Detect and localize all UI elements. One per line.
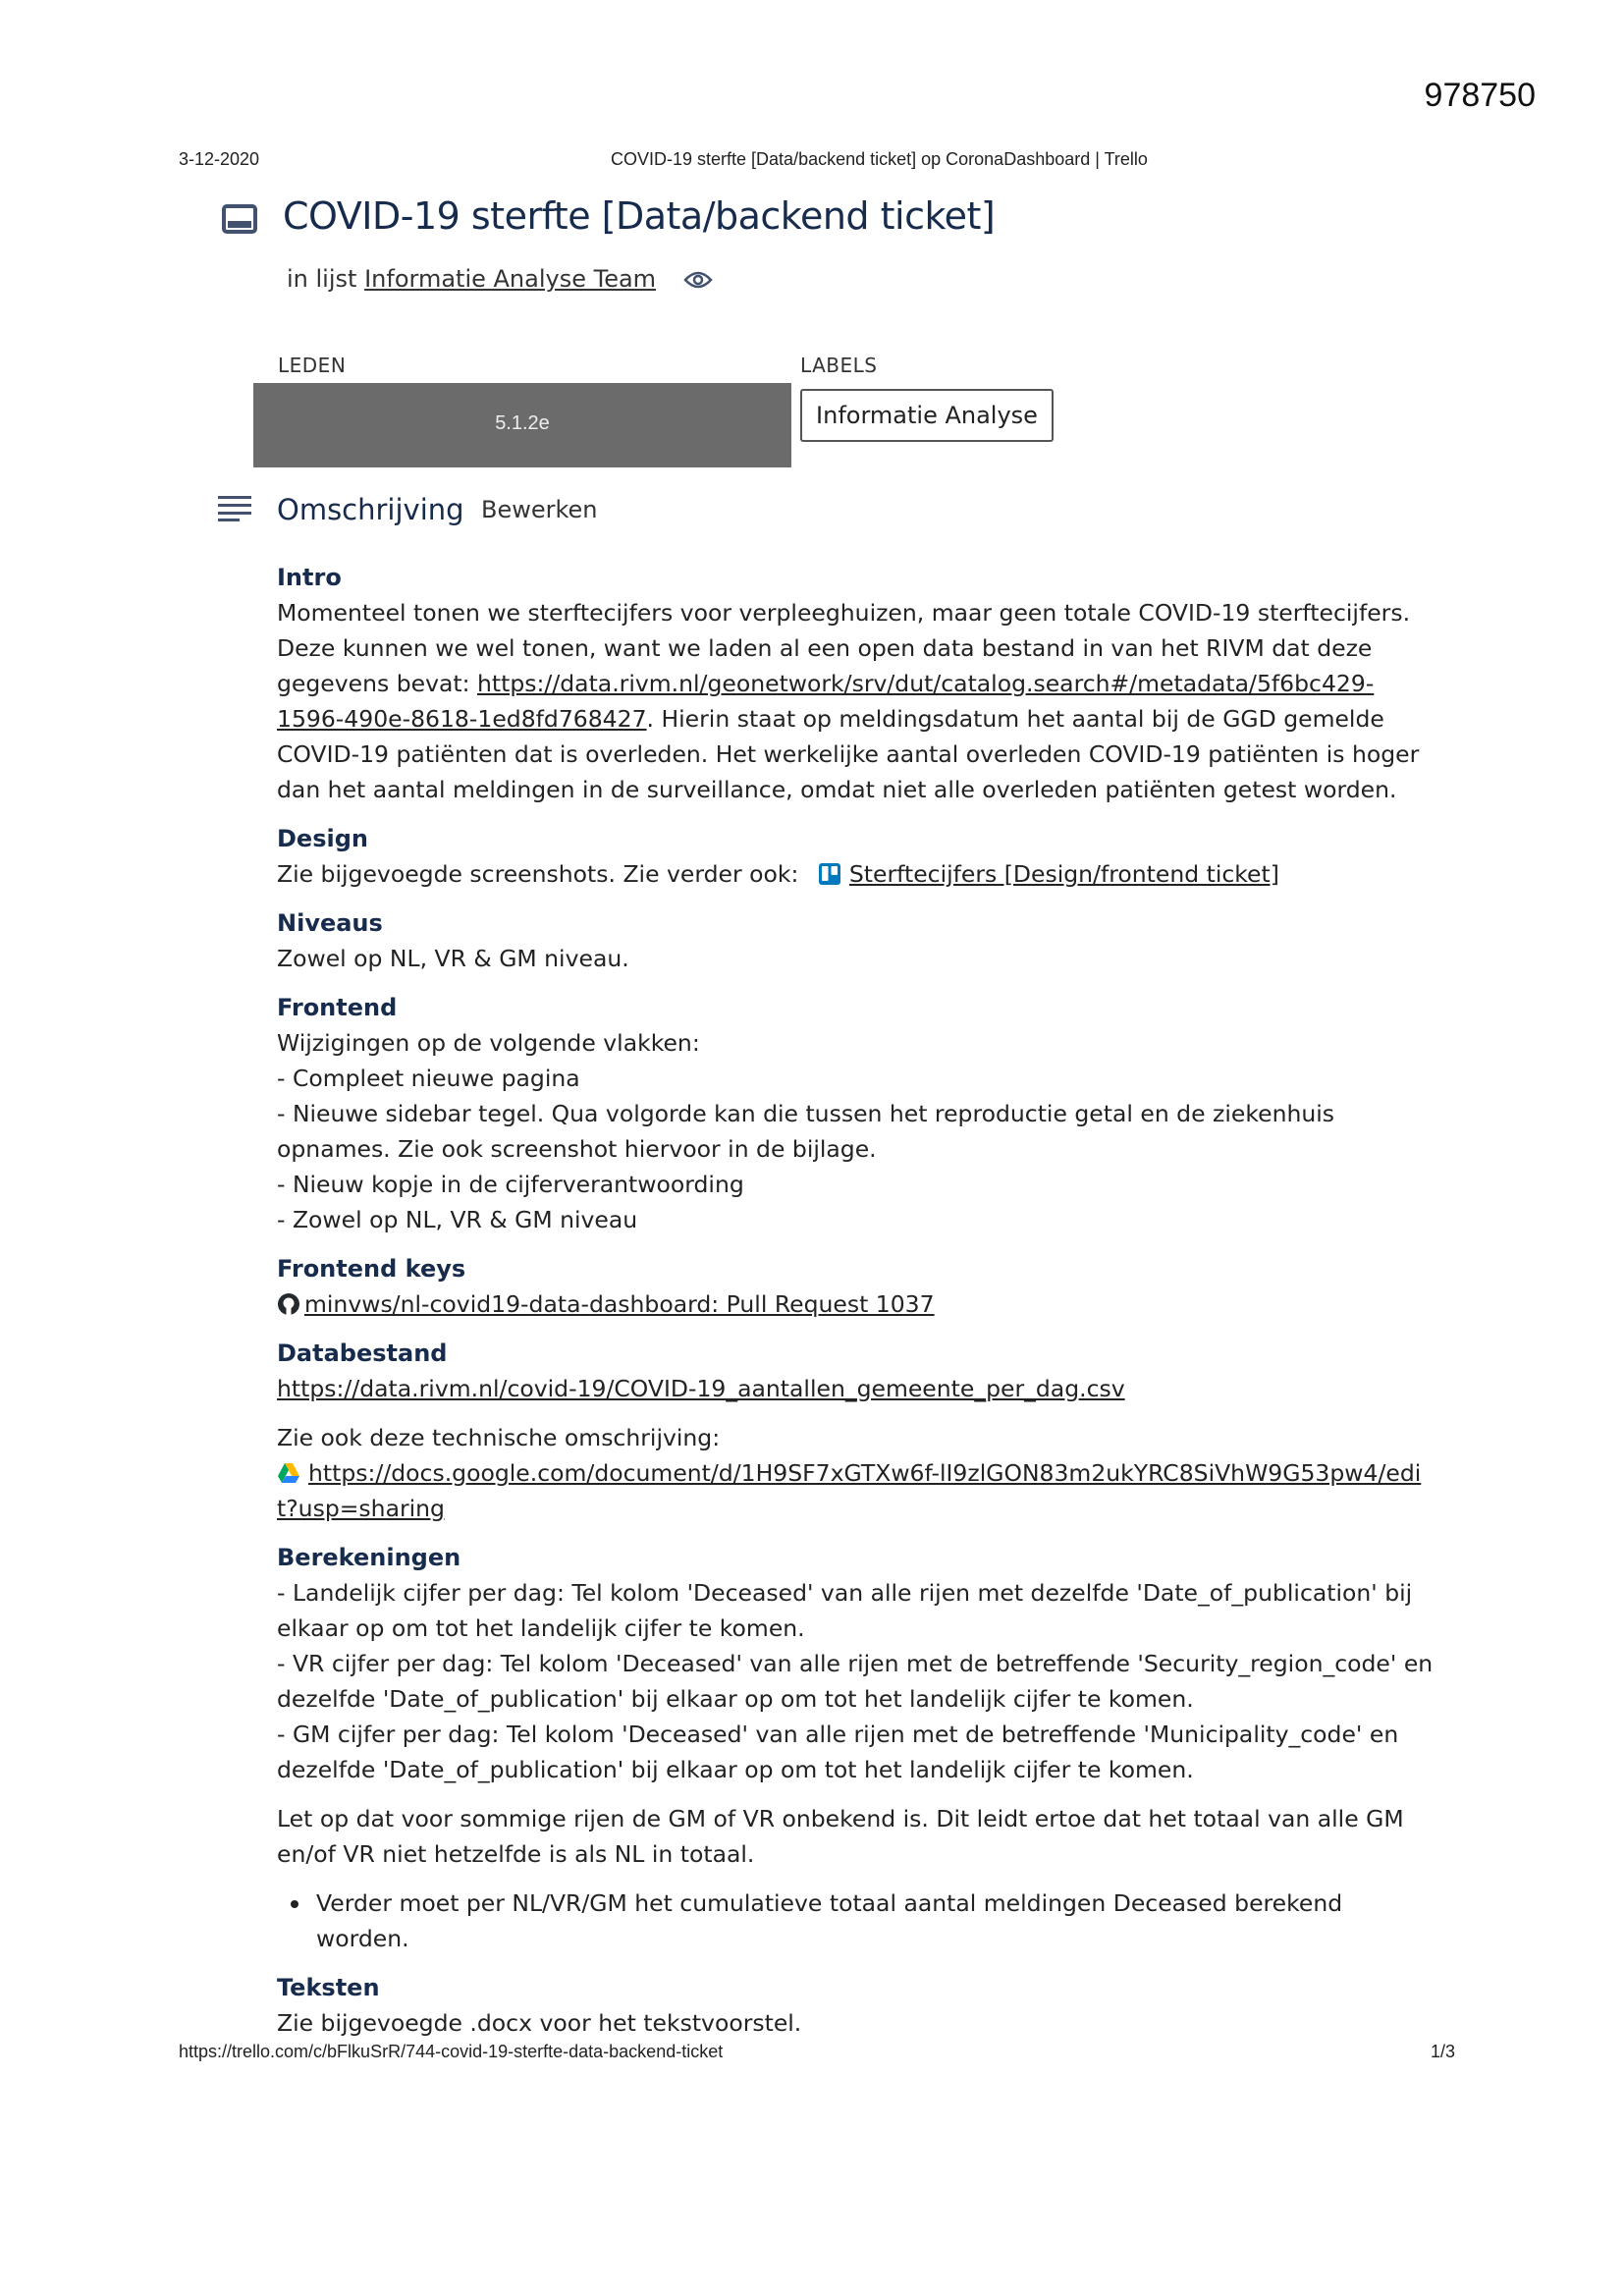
frontend-line: - Zowel op NL, VR & GM niveau	[277, 1206, 638, 1233]
frontend-keys-paragraph	[277, 1286, 1435, 1322]
teksten-paragraph: Zie bijgevoegde .docx voor het tekstvoorstel.	[277, 2009, 802, 2037]
berekening-line: - Landelijk cijfer per dag: Tel kolom 'Deceased' van alle rijen met dezelfde 'Date_of_publication' bij elkaar op om tot het landelijk cijfer te komen.	[277, 1579, 1413, 1642]
design-heading: Design	[277, 825, 368, 852]
redaction-code: 5.1.2e	[495, 412, 550, 434]
print-date: 3-12-2020	[179, 149, 260, 169]
note-paragraph: Let op dat voor sommige rijen de GM of VR onbekend is. Dit leidt ertoe dat het totaal van alle GM en/of VR niet hetzelfde is als NL in totaal.	[277, 1805, 1404, 1868]
tech-description-paragraph	[277, 1455, 1435, 1526]
frontend-line: - Nieuwe sidebar tegel. Qua volgorde kan die tussen het reproductie getal en de ziekenhuis opnames. Zie ook screenshot hiervoor in de bijlage.	[277, 1100, 1335, 1163]
google-doc-link[interactable]: https://docs.google.com/document/d/1H9SF7xGTXw6f-lI9zlGON83m2ukYRC8SiVhW9G53pw4/edit?usp=sharing	[277, 1459, 1422, 1522]
teksten-heading: Teksten	[277, 1974, 380, 2001]
google-drive-icon	[277, 1461, 300, 1485]
berekeningen-heading: Berekeningen	[277, 1544, 461, 1571]
labels-heading: LABELS	[800, 354, 878, 377]
berekening-line: - GM cijfer per dag: Tel kolom 'Deceased' van alle rijen met de betreffende 'Municipality_code' en dezelfde 'Date_of_publication' bij elkaar op om tot het landelijk cijfer te komen.	[277, 1721, 1399, 1783]
trello-icon	[818, 862, 841, 886]
eye-icon[interactable]	[683, 270, 713, 290]
frontend-line: - Compleet nieuwe pagina	[277, 1065, 580, 1092]
tech-description-text: Zie ook deze technische omschrijving:	[277, 1424, 721, 1451]
github-icon	[277, 1292, 300, 1316]
card-icon	[222, 201, 257, 237]
description-body	[277, 560, 1435, 2054]
in-list-prefix: in lijst	[287, 265, 357, 293]
berekening-line: - VR cijfer per dag: Tel kolom 'Deceased' van alle rijen met de betreffende 'Security_region_code' en dezelfde 'Date_of_publication' bij elkaar op om tot het landelijk cijfer te komen.	[277, 1650, 1434, 1713]
rivm-metadata-link[interactable]: https://data.rivm.nl/geonetwork/srv/dut/catalog.search#/metadata/5f6bc429-1596-490e-8618-1ed8fd768427	[277, 670, 1375, 733]
frontend-keys-heading: Frontend keys	[277, 1255, 466, 1283]
niveaus-heading: Niveaus	[277, 909, 383, 937]
intro-paragraph: Momenteel tonen we sterftecijfers voor verpleeghuizen, maar geen totale COVID-19 sterftecijfers. Deze kunnen we wel tonen, want we laden al een open data bestand in van het RIVM dat deze gegevens bevat: https://data.rivm.nl/geonetwork/srv/dut/catalog.search#/metadata/5f6bc429-1596-490e-8618-1ed8fd768427. Hierin staat op meldingsdatum het aantal bij de GGD gemelde COVID-19 patiënten dat is overleden. Het werkelijke aantal overleden COVID-19 patiënten is hoger dan het aantal meldingen in de surveillance, omdat niet alle overleden patiënten getest worden.	[277, 599, 1420, 803]
edit-description-button[interactable]: Bewerken	[481, 496, 598, 523]
document-number: 978750	[1424, 77, 1536, 114]
print-title: COVID-19 sterfte [Data/backend ticket] op CoronaDashboard | Trello	[611, 149, 1148, 169]
niveaus-paragraph: Zowel op NL, VR & GM niveau.	[277, 945, 629, 972]
pull-request-link[interactable]: minvws/nl-covid19-data-dashboard: Pull Request 1037	[304, 1290, 935, 1318]
design-ticket-link[interactable]: Sterftecijfers [Design/frontend ticket]	[848, 860, 1279, 888]
design-paragraph: Zie bijgevoegde screenshots. Zie verder ook: Sterftecijfers [Design/frontend ticket]	[277, 860, 1279, 888]
intro-heading: Intro	[277, 564, 342, 591]
frontend-line: Wijzigingen op de volgende vlakken:	[277, 1029, 700, 1057]
databestand-heading: Databestand	[277, 1339, 448, 1367]
list-link[interactable]: Informatie Analyse Team	[364, 265, 657, 293]
frontend-line: - Nieuw kopje in de cijferverantwoording	[277, 1171, 744, 1198]
page-number: 1/3	[1430, 2042, 1455, 2061]
print-url: https://trello.com/c/bFlkuSrR/744-covid-19-sterfte-data-backend-ticket	[179, 2042, 724, 2061]
members-redacted-box	[253, 383, 791, 467]
members-heading: LEDEN	[278, 354, 347, 377]
card-title: COVID-19 sterfte [Data/backend ticket]	[283, 194, 996, 238]
description-lines-icon	[218, 494, 251, 521]
label-chip[interactable]: Informatie Analyse	[800, 389, 1054, 442]
bullet-item: Verder moet per NL/VR/GM het cumulatieve totaal aantal meldingen Deceased berekend worden.	[277, 1886, 1435, 1956]
csv-data-link[interactable]: https://data.rivm.nl/covid-19/COVID-19_aantallen_gemeente_per_dag.csv	[277, 1375, 1125, 1402]
in-list-line	[287, 265, 713, 293]
description-heading: Omschrijving	[277, 493, 464, 526]
frontend-heading: Frontend	[277, 994, 398, 1021]
